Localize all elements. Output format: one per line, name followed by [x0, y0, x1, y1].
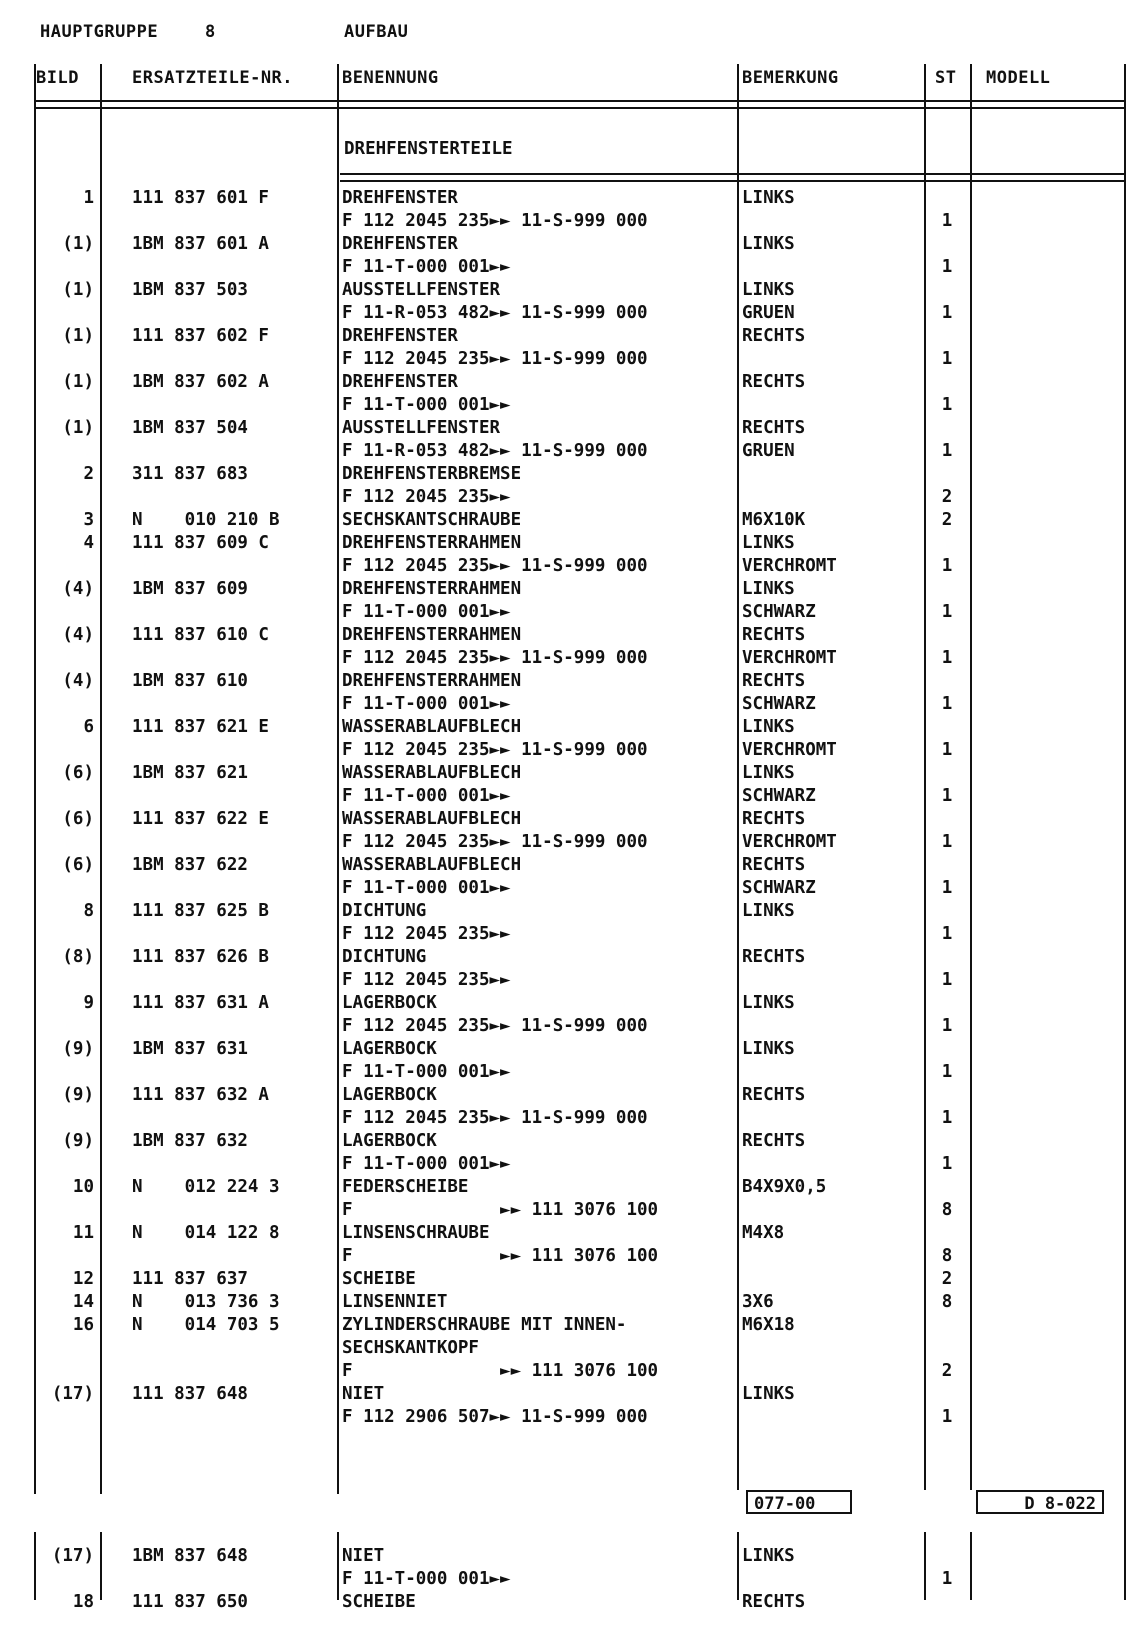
bild-number: 12	[72, 1269, 94, 1289]
part-number: 1BM 837 609	[132, 579, 248, 599]
part-range: SECHSKANTKOPF	[342, 1338, 479, 1358]
quantity: 1	[941, 602, 953, 622]
part-name: DREHFENSTER	[342, 188, 458, 208]
remark: LINKS	[742, 234, 795, 254]
part-number: 1BM 837 601 A	[132, 234, 269, 254]
part-range: F 11-T-000 001►►	[342, 1569, 511, 1589]
quantity: 8	[941, 1246, 953, 1266]
quantity: 2	[941, 487, 953, 507]
bild-number: 14	[72, 1292, 94, 1312]
group-label: HAUPTGRUPPE	[40, 22, 159, 42]
part-number: 111 837 648	[132, 1384, 248, 1404]
part-name: NIET	[342, 1546, 385, 1566]
remark: LINKS	[742, 280, 795, 300]
bild-number: (9)	[62, 1085, 94, 1105]
page-code-left: 077-00	[746, 1490, 852, 1514]
table-row	[0, 716, 1140, 762]
group-title: AUFBAU	[344, 22, 409, 42]
remark: RECHTS	[742, 418, 806, 438]
table-row	[0, 417, 1140, 463]
quantity: 1	[941, 1154, 953, 1174]
table-row	[0, 808, 1140, 854]
part-number: N 013 736 3	[132, 1292, 280, 1312]
quantity: 1	[941, 395, 953, 415]
table-row	[0, 946, 1140, 992]
remark: M6X10K	[742, 510, 806, 530]
bild-number: (1)	[62, 372, 94, 392]
bild-number: (8)	[62, 947, 94, 967]
quantity: 1	[941, 786, 953, 806]
bild-number: 18	[72, 1592, 94, 1612]
remark: LINKS	[742, 1039, 795, 1059]
part-range: F ►► 111 3076 100	[342, 1246, 659, 1266]
part-name: FEDERSCHEIBE	[342, 1177, 469, 1197]
quantity: 1	[941, 1407, 953, 1427]
part-range: F 11-T-000 001►►	[342, 395, 511, 415]
table-row	[0, 1545, 1140, 1591]
table-row	[0, 1222, 1140, 1268]
quantity: 1	[941, 349, 953, 369]
part-name: AUSSTELLFENSTER	[342, 280, 501, 300]
table-row	[0, 187, 1140, 233]
part-number: 111 837 625 B	[132, 901, 269, 921]
part-number: N 012 224 3	[132, 1177, 280, 1197]
bild-number: (9)	[62, 1039, 94, 1059]
part-name: AUSSTELLFENSTER	[342, 418, 501, 438]
table-row	[0, 1383, 1140, 1429]
part-number: 111 837 632 A	[132, 1085, 269, 1105]
table-row	[0, 325, 1140, 371]
remark: GRUEN	[742, 303, 795, 323]
part-name: SCHEIBE	[342, 1592, 416, 1612]
part-number: 311 837 683	[132, 464, 248, 484]
bild-number: (1)	[62, 326, 94, 346]
remark: M4X8	[742, 1223, 785, 1243]
remark: B4X9X0,5	[742, 1177, 827, 1197]
remark: LINKS	[742, 763, 795, 783]
bild-number: 8	[83, 901, 94, 921]
bild-number: (17)	[51, 1384, 94, 1404]
remark: RECHTS	[742, 625, 806, 645]
remark: GRUEN	[742, 441, 795, 461]
remark: RECHTS	[742, 855, 806, 875]
quantity: 1	[941, 1569, 953, 1589]
part-name: NIET	[342, 1384, 385, 1404]
part-range: F 11-T-000 001►►	[342, 1062, 511, 1082]
part-number: N 014 703 5	[132, 1315, 280, 1335]
part-range: F 11-T-000 001►►	[342, 1154, 511, 1174]
part-range: F 112 2045 235►► 11-S-999 000	[342, 1108, 648, 1128]
bild-number: (4)	[62, 625, 94, 645]
bild-number: 2	[83, 464, 94, 484]
quantity: 1	[941, 257, 953, 277]
table-row	[0, 1314, 1140, 1383]
remark: LINKS	[742, 901, 795, 921]
bild-number: 3	[83, 510, 94, 530]
remark: LINKS	[742, 188, 795, 208]
part-number: 111 837 631 A	[132, 993, 269, 1013]
remark: LINKS	[742, 1384, 795, 1404]
table-row	[0, 463, 1140, 509]
part-range: F 11-R-053 482►► 11-S-999 000	[342, 303, 648, 323]
part-range: F 112 2045 235►► 11-S-999 000	[342, 740, 648, 760]
part-number: 111 837 621 E	[132, 717, 269, 737]
section-title: DREHFENSTERTEILE	[344, 139, 513, 159]
remark: RECHTS	[742, 1592, 806, 1612]
part-range: F 112 2045 235►► 11-S-999 000	[342, 832, 648, 852]
quantity: 1	[941, 970, 953, 990]
table-row	[0, 624, 1140, 670]
part-number: 1BM 837 610	[132, 671, 248, 691]
part-range: F 112 2045 235►► 11-S-999 000	[342, 1016, 648, 1036]
remark: VERCHROMT	[742, 556, 837, 576]
bild-number: 11	[72, 1223, 94, 1243]
part-name: ZYLINDERSCHRAUBE MIT INNEN-	[342, 1315, 627, 1335]
remark: LINKS	[742, 579, 795, 599]
table-row	[0, 1291, 1140, 1314]
table-row	[0, 670, 1140, 716]
bild-number: 1	[83, 188, 94, 208]
quantity: 1	[941, 740, 953, 760]
page-code-right: D 8-022	[976, 1490, 1104, 1514]
col-bemerkung-header: BEMERKUNG	[742, 68, 839, 88]
table-row	[0, 992, 1140, 1038]
col-modell-header: MODELL	[986, 68, 1051, 88]
quantity: 2	[941, 510, 953, 530]
part-number: N 010 210 B	[132, 510, 280, 530]
part-name: LAGERBOCK	[342, 1085, 437, 1105]
part-name: DREHFENSTERBREMSE	[342, 464, 522, 484]
quantity: 2	[941, 1269, 953, 1289]
table-row	[0, 279, 1140, 325]
remark: LINKS	[742, 533, 795, 553]
part-number: 111 837 610 C	[132, 625, 269, 645]
quantity: 1	[941, 1062, 953, 1082]
quantity: 1	[941, 924, 953, 944]
bild-number: (6)	[62, 855, 94, 875]
part-name: WASSERABLAUFBLECH	[342, 763, 522, 783]
part-range: F ►► 111 3076 100	[342, 1200, 659, 1220]
remark: RECHTS	[742, 372, 806, 392]
part-range: F 11-T-000 001►►	[342, 786, 511, 806]
part-name: LAGERBOCK	[342, 993, 437, 1013]
part-name: DREHFENSTERRAHMEN	[342, 579, 522, 599]
bild-number: (17)	[51, 1546, 94, 1566]
part-name: DICHTUNG	[342, 947, 427, 967]
remark: RECHTS	[742, 671, 806, 691]
part-name: DREHFENSTER	[342, 372, 458, 392]
remark: RECHTS	[742, 1085, 806, 1105]
part-number: 1BM 837 621	[132, 763, 248, 783]
part-number: 1BM 837 504	[132, 418, 248, 438]
part-number: 111 837 609 C	[132, 533, 269, 553]
table-row	[0, 578, 1140, 624]
part-name: DICHTUNG	[342, 901, 427, 921]
remark: SCHWARZ	[742, 602, 816, 622]
remark: VERCHROMT	[742, 832, 837, 852]
bild-number: 6	[83, 717, 94, 737]
table-row	[0, 532, 1140, 578]
part-range: F 112 2045 235►►	[342, 924, 511, 944]
part-number: 1BM 837 631	[132, 1039, 248, 1059]
bild-number: 16	[72, 1315, 94, 1335]
table-row	[0, 1176, 1140, 1222]
col-part-no-header: ERSATZTEILE-NR.	[132, 68, 294, 88]
quantity: 1	[941, 832, 953, 852]
part-range: F 11-T-000 001►►	[342, 257, 511, 277]
remark: LINKS	[742, 717, 795, 737]
part-number: N 014 122 8	[132, 1223, 280, 1243]
group-number: 8	[205, 22, 216, 42]
part-range: F 11-T-000 001►►	[342, 878, 511, 898]
col-benennung-header: BENENNUNG	[342, 68, 439, 88]
part-number: 111 837 601 F	[132, 188, 269, 208]
quantity: 8	[941, 1200, 953, 1220]
bild-number: (1)	[62, 234, 94, 254]
table-row	[0, 371, 1140, 417]
remark: SCHWARZ	[742, 694, 816, 714]
part-number: 1BM 837 622	[132, 855, 248, 875]
table-row	[0, 1130, 1140, 1176]
quantity: 1	[941, 1108, 953, 1128]
table-row	[0, 900, 1140, 946]
part-range: F 112 2045 235►► 11-S-999 000	[342, 648, 648, 668]
part-range: F 11-T-000 001►►	[342, 602, 511, 622]
quantity: 1	[941, 878, 953, 898]
quantity: 1	[941, 694, 953, 714]
col-bild-header: BILD	[36, 68, 79, 88]
part-number: 111 837 622 E	[132, 809, 269, 829]
col-st-header: ST	[935, 68, 957, 88]
quantity: 8	[941, 1292, 953, 1312]
table-row	[0, 1591, 1140, 1637]
remark: RECHTS	[742, 947, 806, 967]
quantity: 1	[941, 303, 953, 323]
quantity: 1	[941, 441, 953, 461]
quantity: 2	[941, 1361, 953, 1381]
remark: M6X18	[742, 1315, 795, 1335]
quantity: 1	[941, 1016, 953, 1036]
quantity: 1	[941, 211, 953, 231]
part-number: 1BM 837 648	[132, 1546, 248, 1566]
part-range: F 112 2045 235►► 11-S-999 000	[342, 556, 648, 576]
table-row	[0, 854, 1140, 900]
part-name: LINSENNIET	[342, 1292, 448, 1312]
bild-number: (9)	[62, 1131, 94, 1151]
part-range: F 112 2045 235►► 11-S-999 000	[342, 349, 648, 369]
remark: VERCHROMT	[742, 648, 837, 668]
remark: SCHWARZ	[742, 878, 816, 898]
bild-number: 4	[83, 533, 94, 553]
part-name: WASSERABLAUFBLECH	[342, 717, 522, 737]
remark: VERCHROMT	[742, 740, 837, 760]
part-name: WASSERABLAUFBLECH	[342, 855, 522, 875]
part-range: F 112 2906 507►► 11-S-999 000	[342, 1407, 648, 1427]
part-range: F 112 2045 235►►	[342, 487, 511, 507]
part-number: 1BM 837 503	[132, 280, 248, 300]
remark: 3X6	[742, 1292, 774, 1312]
part-name: LAGERBOCK	[342, 1039, 437, 1059]
remark: RECHTS	[742, 1131, 806, 1151]
part-number: 111 837 637	[132, 1269, 248, 1289]
part-name: SCHEIBE	[342, 1269, 416, 1289]
bild-number: (1)	[62, 418, 94, 438]
part-name: DREHFENSTERRAHMEN	[342, 625, 522, 645]
part-range: F 112 2045 235►► 11-S-999 000	[342, 211, 648, 231]
quantity: 1	[941, 648, 953, 668]
table-row	[0, 509, 1140, 532]
table-row	[0, 1084, 1140, 1130]
part-name: LAGERBOCK	[342, 1131, 437, 1151]
part-name: DREHFENSTERRAHMEN	[342, 533, 522, 553]
table-row	[0, 233, 1140, 279]
section-rule	[340, 173, 1124, 182]
header-rule	[34, 100, 1124, 109]
bild-number: 9	[83, 993, 94, 1013]
part-name: LINSENSCHRAUBE	[342, 1223, 490, 1243]
remark: RECHTS	[742, 326, 806, 346]
part-name: DREHFENSTER	[342, 326, 458, 346]
part-number: 1BM 837 632	[132, 1131, 248, 1151]
bild-number: (4)	[62, 579, 94, 599]
bild-number: 10	[72, 1177, 94, 1197]
part-name: SECHSKANTSCHRAUBE	[342, 510, 522, 530]
part-number: 1BM 837 602 A	[132, 372, 269, 392]
part-number: 111 837 650	[132, 1592, 248, 1612]
part-range: F ►► 111 3076 100	[342, 1361, 659, 1381]
part-range: F 112 2045 235►►	[342, 970, 511, 990]
table-row	[0, 1268, 1140, 1291]
quantity: 1	[941, 556, 953, 576]
remark: RECHTS	[742, 809, 806, 829]
part-number: 111 837 602 F	[132, 326, 269, 346]
part-name: DREHFENSTERRAHMEN	[342, 671, 522, 691]
part-name: WASSERABLAUFBLECH	[342, 809, 522, 829]
table-row	[0, 762, 1140, 808]
part-number: 111 837 626 B	[132, 947, 269, 967]
bild-number: (1)	[62, 280, 94, 300]
remark: LINKS	[742, 1546, 795, 1566]
part-name: DREHFENSTER	[342, 234, 458, 254]
table-row	[0, 1038, 1140, 1084]
remark: LINKS	[742, 993, 795, 1013]
remark: SCHWARZ	[742, 786, 816, 806]
bild-number: (4)	[62, 671, 94, 691]
part-range: F 11-R-053 482►► 11-S-999 000	[342, 441, 648, 461]
bild-number: (6)	[62, 809, 94, 829]
bild-number: (6)	[62, 763, 94, 783]
part-range: F 11-T-000 001►►	[342, 694, 511, 714]
